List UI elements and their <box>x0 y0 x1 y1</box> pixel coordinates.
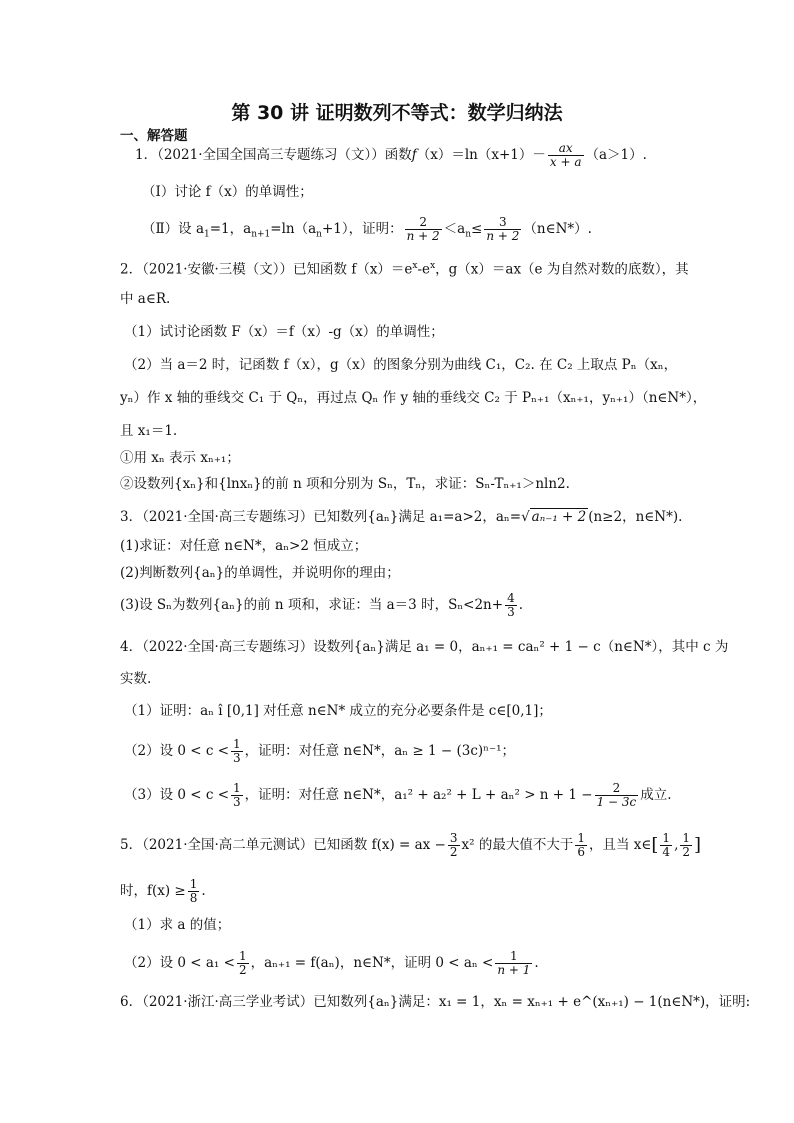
problem-4-part-1: （1）证明：aₙ î [0,1] 对任意 n∈N* 成立的充分必要条件是 c∈[0,1]； <box>124 703 552 719</box>
fraction-2-over-1-3c <box>595 782 639 809</box>
p1q2-d: +1），证明： <box>321 221 403 237</box>
fraction-denominator: n + 2 <box>486 229 520 243</box>
problem-2-stem: 2．（2021·安徽·三模（文））已知函数 $f(x)=e^x-e^x$，g（x）＝ax（e 为自然对数的底数），其 <box>120 261 689 278</box>
fraction-numerator: 3 <box>484 216 521 230</box>
problem-2-part-1: （1）试讨论函数 F（x）＝f（x）-g（x）的单调性； <box>124 324 444 340</box>
fraction-numerator: 1 <box>233 737 241 751</box>
problem-5-line-2 <box>120 878 680 905</box>
problem-1-f: f <box>411 147 417 163</box>
p3-l4a: (3)设 Sₙ为数列{aₙ}的前 n 项和，求证：当 a＝3 时，Sₙ<2n+ <box>120 597 504 613</box>
fraction-denominator: 3 <box>233 795 241 809</box>
fraction-numerator: 1 <box>189 877 198 891</box>
problem-4-part-3 <box>124 782 684 809</box>
problem-6-stem: 6．（2021·浙江·高三学业考试）已知数列{aₙ}满足：x₁ = 1，xₙ = xₙ₊₁ + e^(xₙ₊₁) − 1(n∈N*)，证明: <box>120 994 751 1010</box>
p3-l1b: (n≥2，n∈N*). <box>588 509 683 525</box>
p1q2-f: ≤ <box>471 221 483 237</box>
problem-2-sub-2: ②设数列{xₙ}和{lnxₙ}的前 n 项和分别为 Sₙ，Tₙ，求证：Sₙ-Tₙ₊₁＞nln2. <box>120 476 570 492</box>
section-heading: 一、解答题 <box>120 128 188 144</box>
fraction-denominator: 3 <box>507 605 515 619</box>
problem-4-stem: 4．（2022·全国·高三专题练习）设数列{aₙ}满足 a₁ = 0，aₙ₊₁ = caₙ² + 1 − c（n∈N*），其中 c 为 <box>120 639 729 655</box>
p5-l4b: ，aₙ₊₁ = f(aₙ)，n∈N*，证明 0 < aₙ < <box>250 955 494 971</box>
bracket-left: [ <box>651 834 659 856</box>
problem-3-stem: 3．（2021·全国·高三专题练习）已知数列{aₙ}满足 a₁=a>2，aₙ=√ aₙ₋₁ + 2 (n≥2，n∈N*). <box>120 509 683 525</box>
fraction-3-over-n2 <box>484 216 521 243</box>
fraction-denominator: 8 <box>189 891 198 905</box>
problem-3-part-1: (1)求证：对任意 n∈N*，aₙ>2 恒成立； <box>120 538 368 554</box>
fraction-numerator: 4 <box>507 591 515 605</box>
problem-2-line-5: yₙ）作 x 轴的垂线交 C₁ 于 Qₙ，再过点 Qₙ 作 y 轴的垂线交 C₂ 于 Pₙ₊₁（xₙ₊₁，yₙ₊₁）（n∈N*）， <box>120 390 707 406</box>
p5-l1b: x² 的最大值不大于 <box>461 837 574 853</box>
problem-3-part-3 <box>120 592 680 619</box>
fraction-denominator: 6 <box>577 845 585 859</box>
fraction-numerator: 1 <box>662 831 671 845</box>
p1q2-e: ＜a <box>443 221 466 237</box>
problem-1-part-2: （Ⅱ）设 $a_1=1$，$a_{n+1}=\ln(a_n+1)$，证明： $\frac{2}{n + 2}$ $<a_n\le$ $\frac{3}{n + 2}$ （n∈N*）. <box>142 215 592 243</box>
problem-1-text-c: （a＞1）. <box>585 147 647 163</box>
p2-l1c: ，g（x）＝ax（e 为自然对数的底数），其 <box>435 261 689 278</box>
p1q2-g: （n∈N*）. <box>523 221 592 237</box>
p4-l4b: ，证明：对任意 n∈N*，aₙ ≥ 1 − (3c)ⁿ⁻¹； <box>244 743 516 759</box>
bracket-right: ] <box>694 834 702 856</box>
problem-1-stem <box>135 142 695 169</box>
fraction-numerator: 3 <box>449 831 458 845</box>
p1q2-b: =1，a <box>209 221 252 237</box>
fraction-1-2-b <box>237 950 249 977</box>
problem-5-part-2 <box>124 950 684 977</box>
fraction-1-n1 <box>495 950 532 977</box>
p4-l5a: （3）设 0 < c < <box>124 787 230 803</box>
fraction-denominator: 3 <box>233 751 241 765</box>
fraction-denominator: 1 − 3c <box>596 795 637 809</box>
problem-1-text-b: （x）＝ln（x+1）－ <box>416 147 546 163</box>
problem-1-fraction <box>548 142 584 169</box>
p4-l5c: 成立. <box>640 787 672 803</box>
fraction-3-2 <box>448 832 460 859</box>
p5-l2b: . <box>201 883 206 899</box>
fraction-denominator: n + 1 <box>497 963 531 977</box>
fraction-denominator: 2 <box>238 963 247 977</box>
problem-5-part-1: （1）求 a 的值； <box>124 917 231 933</box>
fraction-1-4 <box>660 832 672 859</box>
p5-l1a: 5．（2021·全国·高二单元测试）已知函数 f(x) = ax − <box>120 837 446 853</box>
fraction-4-3 <box>505 592 517 619</box>
fraction-numerator: 2 <box>595 782 639 796</box>
fraction-numerator: 1 <box>682 831 690 845</box>
fraction-denominator: n + 2 <box>406 229 440 243</box>
p4-l5b: ，证明：对任意 n∈N*，a₁² + a₂² + L + aₙ² > n + 1 − <box>244 787 593 803</box>
page-title: 第 30 讲 证明数列不等式：数学归纳法 <box>231 102 563 124</box>
fraction-numerator: 1 <box>495 950 532 964</box>
fraction-numerator: 1 <box>238 949 247 963</box>
fraction-denominator: 2 <box>449 845 458 859</box>
p5-l2a: 时，f(x) ≥ <box>120 883 186 899</box>
problem-2-sub-1: ①用 xₙ 表示 xₙ₊₁； <box>120 450 240 466</box>
fraction-denominator: x + a <box>549 155 582 169</box>
fraction-numerator: ax <box>548 142 584 156</box>
problem-2-line-2: 中 a∈R. <box>120 291 171 307</box>
p5-l4a: （2）设 0 < a₁ < <box>124 955 235 971</box>
p4-l4a: （2）设 0 < c < <box>124 743 230 759</box>
problem-4-line-2: 实数. <box>120 671 152 687</box>
p5-l4c: . <box>534 955 539 971</box>
p2-l1: 2．（2021·安徽·三模（文））已知函数 f（x）＝e <box>120 261 413 278</box>
problem-1-text: 1．（2021·全国全国高三专题练习（文））函数 <box>135 147 412 163</box>
p1q2-c: =ln（a <box>270 221 317 237</box>
problem-4-part-2 <box>124 738 684 765</box>
problem-1-part-1: （Ⅰ）讨论 f（x）的单调性； <box>142 184 313 200</box>
problem-5-stem: 5．（2021·全国·高二单元测试）已知函数 f(x) = ax − $\frac{3}{2}$ x² 的最大值不大于 $\frac{1}{6}$ ，且当 x∈[ $\frac{1}{4}$ , $\frac{1}{2}$ ] <box>120 831 702 859</box>
fraction-denominator: 2 <box>682 845 690 859</box>
fraction-2-over-n2 <box>405 216 442 243</box>
fraction-numerator: 1 <box>577 831 585 845</box>
fraction-1-3 <box>231 738 243 765</box>
sqrt-expression: aₙ₋₁ + 2 <box>531 509 587 525</box>
fraction-1-2 <box>680 832 692 859</box>
fraction-numerator: 1 <box>233 781 241 795</box>
p3-l4b: . <box>518 597 523 613</box>
p5-l1c: ，且当 x∈ <box>588 837 652 853</box>
fraction-numerator: 2 <box>405 216 442 230</box>
p2-l1b: -e <box>417 261 431 278</box>
problem-3-part-2: (2)判断数列{aₙ}的单调性，并说明你的理由； <box>120 565 400 581</box>
problem-2-part-2: （2）当 a＝2 时，记函数 f（x），g（x）的图象分别为曲线 C₁，C₂. 在 C₂ 上取点 Pₙ（xₙ， <box>124 357 678 373</box>
fraction-1-6 <box>575 832 587 859</box>
fraction-denominator: 4 <box>662 845 671 859</box>
p1q2-a: （Ⅱ）设 a <box>142 221 205 237</box>
fraction-1-8 <box>188 878 200 905</box>
problem-2-line-6: 且 x₁＝1. <box>120 423 178 439</box>
p3-l1a: 3．（2021·全国·高三专题练习）已知数列{aₙ}满足 a₁=a>2，aₙ= <box>120 509 522 525</box>
fraction-1-3-b <box>231 782 243 809</box>
